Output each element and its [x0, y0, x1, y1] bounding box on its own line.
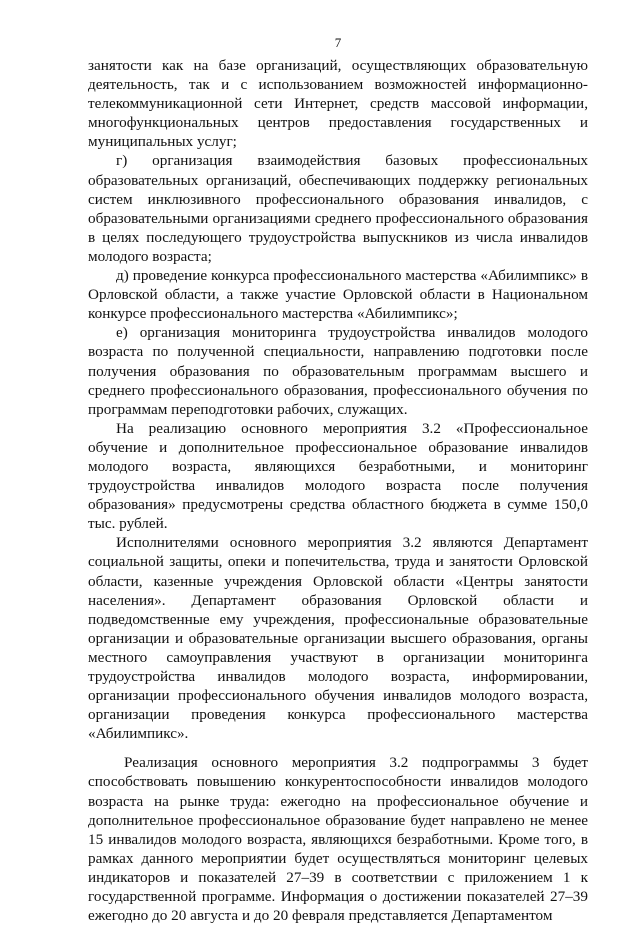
paragraph-item-d: д) проведение конкурса профессионального мастерства «Абилимпикс» в Орловской области, а также участие Орловской области в Национальном конкурсе профессионального мастерства «Абилимпикс»;: [88, 267, 588, 323]
paragraph-implementation: Реализация основного мероприятия 3.2 подпрограммы 3 будет способствовать повышению конкурентоспособности инвалидов молодого возраста на рынке труда: ежегодно на профессиональное обучение и дополнительное профессиональное образование будет направлено не менее 15 инвалидов молодого возраста, являющихся безработными. Кроме того, в рамках данного мероприятии будет осуществляться мониторинг целевых индикаторов и показателей 27–39 в соответствии с приложением 1 к государственной программе. Информация о достижении показателей 27–39 ежегодно до 20 августа и до 20 февраля представляется Департаментом: [88, 754, 588, 925]
document-body: [88, 56, 588, 925]
paragraph-item-e: е) организация мониторинга трудоустройства инвалидов молодого возраста по полученной специальности, направлению подготовки после получения образования по образовательным программам высшего и среднего профессионального образования, профессионального обучения по программам переподготовки рабочих, служащих.: [88, 324, 588, 418]
paragraph-funding: На реализацию основного мероприятия 3.2 «Профессиональное обучение и дополнительное профессиональное образование инвалидов молодого возраста, являющихся безработными, и мониторинг трудоустройства инвалидов молодого возраста после получения образования» предусмотрены средства областного бюджета в сумме 150,0 тыс. рублей.: [88, 419, 588, 533]
paragraph-executors: Исполнителями основного мероприятия 3.2 являются Департамент социальной защиты, опеки и попечительства, труда и занятости Орловской области, казенные учреждения Орловской области «Центры занятости населения». Департамент образования Орловской области и подведомственные ему учреждения, профессиональные образовательные организации и образовательные организации высшего образования, органы местного самоуправления участвуют в организации мониторинга трудоустройства инвалидов молодого возраста, информировании, организации профессионального обучения инвалидов молодого возраста, организации проведения конкурса профессионального мастерства «Абилимпикс».: [88, 534, 588, 743]
paragraph-item-g: г) организация взаимодействия базовых профессиональных образовательных организаций, обеспечивающих поддержку региональных систем инклюзивного профессионального образования инвалидов, с образовательными организациями среднего профессионального образования в целях последующего трудоустройства выпускников из числа инвалидов молодого возраста;: [88, 152, 588, 265]
page-number: 7: [334, 35, 342, 50]
paragraph-continuation: занятости как на базе организаций, осуществляющих образовательную деятельность, так и с использованием возможностей информационно-телекоммуникационной сети Интернет, средств массовой информации, многофункциональных центров предоставления государственных и муниципальных услуг;: [88, 57, 588, 151]
